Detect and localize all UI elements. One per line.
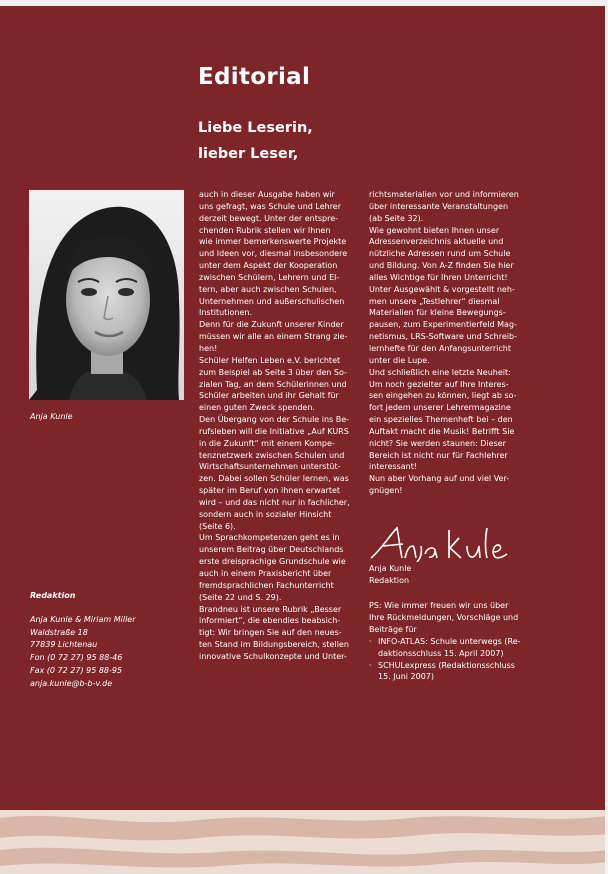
body-text-line: Materialien für kleine Bewegungs- (369, 308, 506, 318)
ps-item-text: SCHULexpress (Redaktionsschluss (378, 660, 515, 670)
body-text-line: tigt: Wir bringen Sie auf den neues- (199, 628, 342, 638)
phone-line: Fon (0 72 27) 95 88-46 (30, 653, 123, 663)
body-text-line: fremdsprachlichen Fachunterricht (199, 580, 334, 590)
body-text-line: nützliche Adressen rund um Schule (369, 249, 511, 259)
body-text-line: gnügen! (369, 486, 403, 496)
body-text-line: pausen, zum Experimentierfeld Mag- (369, 320, 517, 330)
body-text-line: erste dreisprachige Grundschule wie (199, 557, 346, 567)
body-text-line: müssen wir alle an einem Strang zie- (199, 332, 348, 342)
page-title: Editorial (198, 64, 311, 90)
body-text-line: wie immer bemerkenswerte Projekte (199, 237, 347, 247)
signoff (369, 563, 411, 586)
body-text-line: und Ideen vor, diesmal insbesondere (199, 249, 348, 259)
body-text-line: alles Wichtige für Ihren Unterricht! (369, 272, 508, 282)
body-text-line: rufsleben will die Initiative „Auf KURS (199, 426, 349, 436)
body-text-line: Bereich ist nicht nur für Fachlehrer (369, 450, 508, 460)
signoff-name: Anja Kunle (369, 564, 412, 573)
redaktion-address (30, 614, 136, 690)
body-text-line: hen! (199, 343, 218, 353)
fax-line: Fax (0 72 27) 95 88-95 (30, 665, 123, 675)
body-text-line: später im Beruf von ihnen erwartet (199, 486, 341, 496)
ps-line: PS: Wie immer freuen wir uns über (369, 601, 509, 610)
body-text-line: informiert“, die ebendies beabsich- (199, 616, 341, 626)
body-text-line: Um noch gezielter auf Ihre Interes- (369, 379, 509, 389)
body-text-line: Unternehmen und außerschulischen (199, 296, 345, 306)
author-portrait-photo (29, 190, 184, 400)
body-text-line: zwischen Schülern, Lehrern und El- (199, 272, 340, 282)
body-text-line: Schüler Helfen Leben e.V. berichtet (199, 355, 341, 365)
body-text-line: Und schließlich eine letzte Neuheit: (369, 367, 511, 377)
body-text-line: Um Sprachkompetenzen geht es in (199, 533, 340, 543)
body-text-line: auch in dieser Ausgabe haben wir (199, 190, 335, 199)
body-text-line: unter die Lupe. (369, 355, 430, 365)
body-text-line: uns gefragt, was Schule und Lehrer (199, 201, 342, 211)
ps-item-text: INFO-ATLAS: Schule unterwegs (Re- (378, 636, 521, 646)
email-address: anja.kunle@b-b-v.de (30, 678, 113, 688)
body-text-line: zum Beispiel ab Seite 3 über den So- (199, 367, 347, 377)
body-text-line: in die Zukunft“ mit einem Kompe- (199, 438, 335, 448)
ps-list-item (369, 660, 521, 672)
body-text-line: unserem Beitrag über Deutschlands (199, 545, 344, 555)
body-column-1 (199, 189, 350, 663)
body-text-line: (Seite 22 und S. 29). (199, 592, 282, 602)
body-text-line: und Bildung. Von A-Z finden Sie hier (369, 261, 514, 271)
body-text-line: über interessante Veranstaltungen (369, 201, 509, 211)
body-text-line: interessant! (369, 462, 418, 472)
ps-item-text: daktionsschluss 15. April 2007) (378, 648, 504, 658)
body-text-line: (Seite 6). (199, 521, 236, 531)
body-text-line: tern, aber auch zwischen Schulen, (199, 284, 337, 294)
body-text-line: Denn für die Zukunft unserer Kinder (199, 320, 344, 330)
body-text-line: (ab Seite 32). (369, 213, 424, 223)
body-text-line: zen. Dabei sollen Schüler lernen, was (199, 474, 349, 484)
decorative-wave-band (0, 810, 608, 874)
body-text-line: innovative Schulkonzepte und Unter- (199, 651, 347, 661)
postscript (369, 600, 521, 683)
bullet-icon: · (369, 636, 372, 646)
body-text-line: sen eingehen zu können, liegt ab so- (369, 391, 517, 401)
body-text-line: chenden Rubrik stellen wir Ihnen (199, 225, 331, 235)
body-column-2 (369, 189, 519, 497)
ps-list-item (369, 636, 521, 648)
ps-line: Ihre Rückmeldungen, Vorschläge und (369, 612, 519, 622)
body-text-line: netismus, LRS-Software und Schreib- (369, 332, 517, 342)
handwritten-signature (369, 524, 509, 566)
photo-caption: Anja Kunle (30, 412, 73, 421)
body-text-line: einen guten Zweck spenden. (199, 403, 315, 413)
redaktion-heading: Redaktion (30, 591, 76, 600)
body-text-line: richtsmaterialien vor und informieren (369, 190, 519, 199)
body-text-line: Unter Ausgewählt & vorgestellt neh- (369, 284, 515, 294)
body-text-line: unter dem Aspekt der Kooperation (199, 261, 338, 271)
body-text-line: fort jedem unserer Lehrermagazine (369, 403, 511, 413)
body-text-line: Auftakt macht die Musik! Betrifft Sie (369, 426, 515, 436)
body-text-line: sondern auch in sozialer Hinsicht (199, 509, 332, 519)
body-text-line: Institutionen. (199, 308, 253, 318)
body-text-line: zialen Tag, an dem Schülerinnen und (199, 379, 347, 389)
bullet-icon: · (369, 660, 372, 670)
body-text-line: Brandneu ist unsere Rubrik „Besser (199, 604, 342, 614)
body-text-line: Schüler arbeiten und ihr Gehalt für (199, 391, 339, 401)
body-text-line: men unsere „Testlehrer“ diesmal (369, 296, 500, 306)
body-text-line: wird – und das nicht nur in fachlicher, (199, 497, 350, 507)
greeting-line-1: Liebe Leserin, (198, 120, 313, 136)
body-text-line: lernhefte für den Anfangsunterricht (369, 343, 512, 353)
body-text-line: Wirtschaftsunternehmen unterstüt- (199, 462, 341, 472)
body-text-line: Adressenverzeichnis aktuelle und (369, 237, 504, 247)
body-text-line: tenznetzwerk zwischen Schulen und (199, 450, 345, 460)
body-text-line: Den Übergang von der Schule ins Be- (199, 415, 350, 425)
ps-item-text: 15. Juni 2007) (378, 672, 435, 682)
body-text-line: ein spezielles Themenheft bei – den (369, 415, 513, 425)
body-text-line: ten Stand im Bildungsbereich, stellen (199, 640, 349, 650)
body-text-line: Wie gewohnt bieten Ihnen unser (369, 225, 500, 235)
address-line: Anja Kunle & Miriam Miller (30, 615, 136, 624)
body-text-line: nicht? Sie werden staunen: Dieser (369, 438, 506, 448)
address-line: 77839 Lichtenau (30, 640, 98, 650)
body-text-line: derzeit bewegt. Unter der entspre- (199, 213, 339, 223)
address-line: Waldstraße 18 (30, 627, 88, 637)
ps-line: Beiträge für (369, 624, 417, 634)
body-text-line: Nun aber Vorhang auf und viel Ver- (369, 474, 510, 484)
signoff-role: Redaktion (369, 575, 410, 585)
greeting-line-2: lieber Leser, (198, 146, 299, 162)
body-text-line: auch in einem Praxisbericht über (199, 569, 332, 578)
page-top-edge (0, 0, 608, 6)
